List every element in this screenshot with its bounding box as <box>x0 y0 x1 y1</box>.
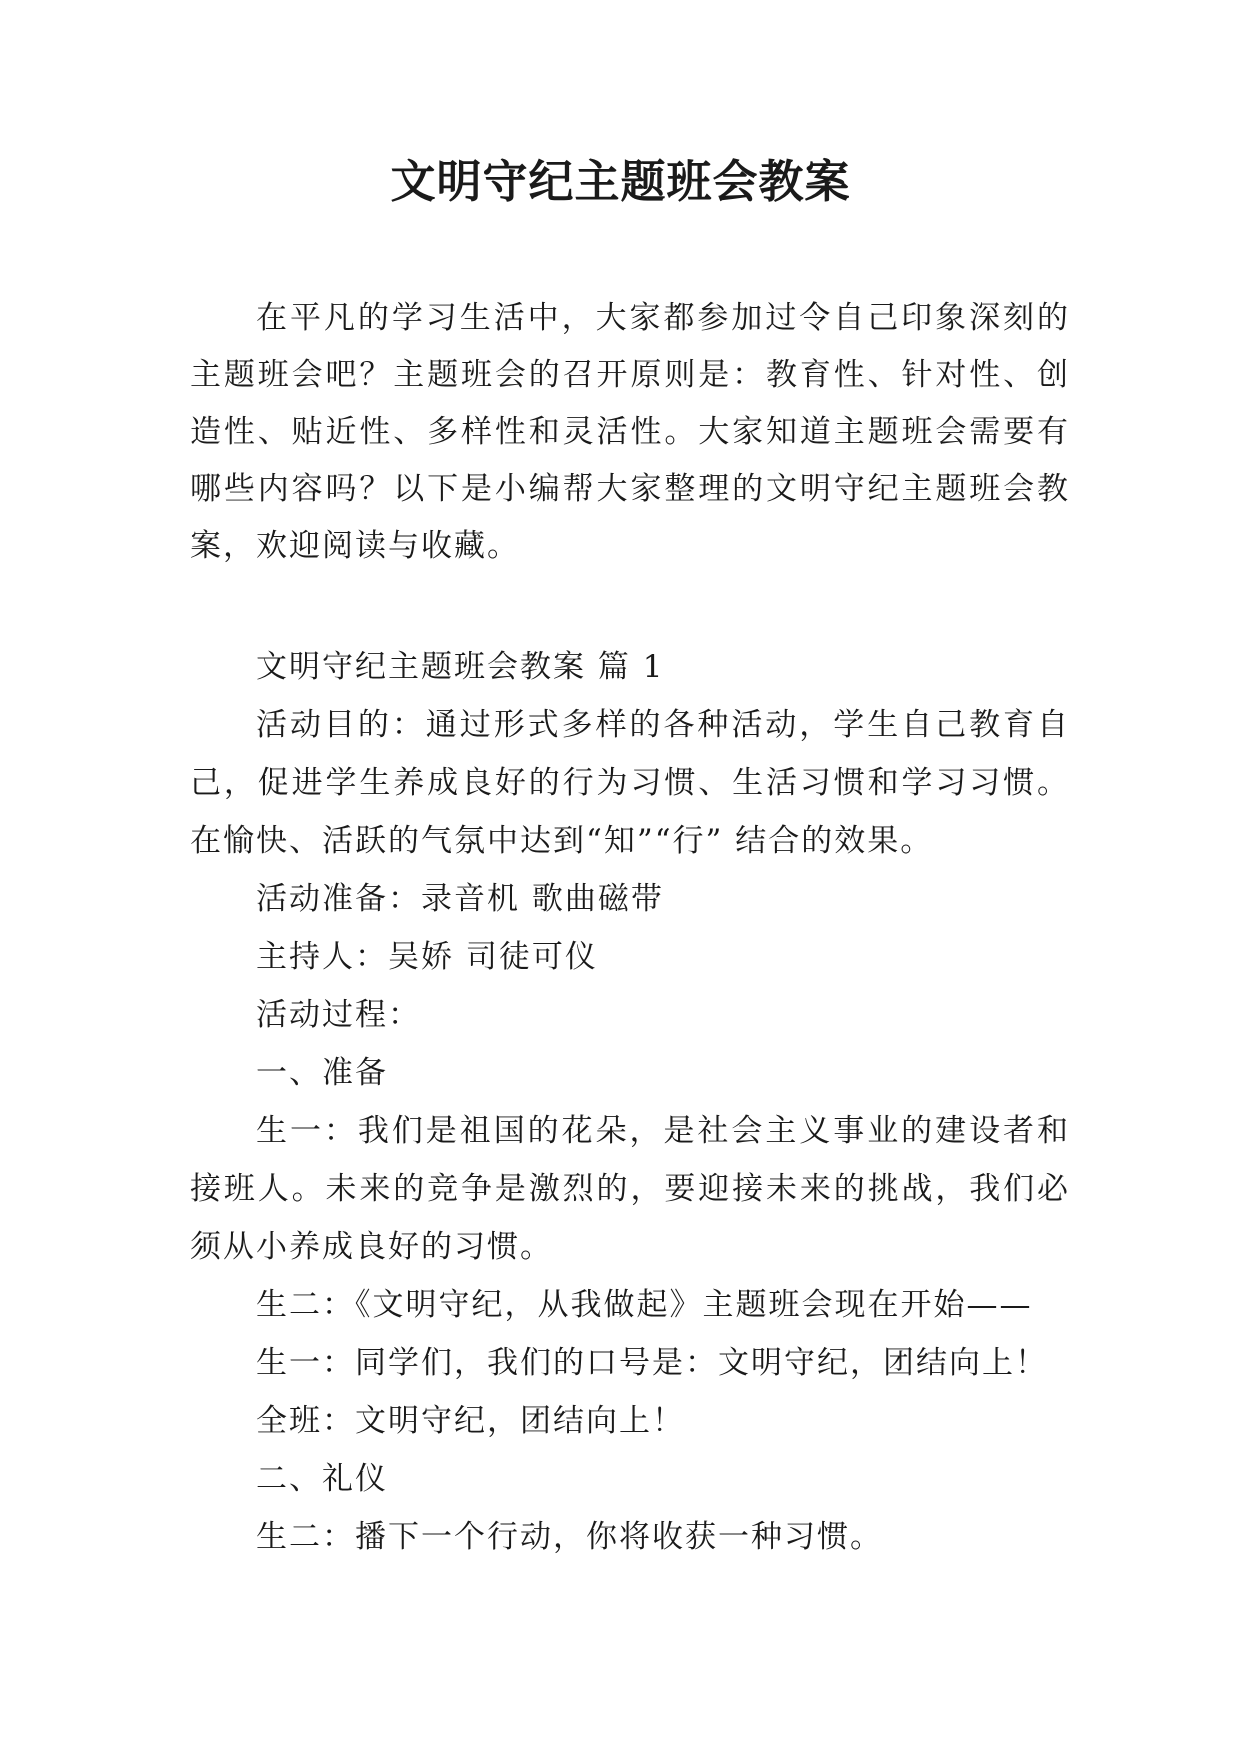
whole-class-paragraph: 全班：文明守纪，团结向上！ <box>256 1403 685 1439</box>
student-one-slogan-paragraph: 生一：同学们，我们的口号是：文明守纪，团结向上！ <box>256 1345 1048 1381</box>
part-one-heading: 一、准备 <box>256 1055 388 1091</box>
activity-preparation-paragraph: 活动准备：录音机 歌曲磁带 <box>256 881 664 917</box>
section-heading: 文明守纪主题班会教案 篇 1 <box>256 649 665 685</box>
intro-section <box>190 290 1070 575</box>
intro-paragraph: 在平凡的学习生活中，大家都参加过令自己印象深刻的主题班会吧？主题班会的召开原则是：教育性、针对性、创造性、贴近性、多样性和灵活性。大家知道主题班会需要有哪些内容吗？以下是小编帮大家整理的文明守纪主题班会教案，欢迎阅读与收藏。 <box>190 300 1070 564</box>
student-two-paragraph: 生二：《文明守纪，从我做起》主题班会现在开始—— <box>256 1287 1033 1323</box>
activity-purpose-paragraph: 活动目的：通过形式多样的各种活动，学生自己教育自己，促进学生养成良好的行为习惯、生活习惯和学习习惯。在愉快、活跃的气氛中达到“知”“行” 结合的效果。 <box>190 707 1070 859</box>
document-title: 文明守纪主题班会教案 <box>390 155 851 208</box>
lesson-plan-section <box>190 638 1070 1566</box>
host-paragraph: 主持人：吴娇 司徒可仪 <box>256 939 598 975</box>
student-two-action-paragraph: 生二：播下一个行动，你将收获一种习惯。 <box>256 1519 883 1555</box>
part-two-heading: 二、礼仪 <box>256 1461 388 1497</box>
student-one-paragraph: 生一：我们是祖国的花朵，是社会主义事业的建设者和接班人。未来的竞争是激烈的，要迎接未来的挑战，我们必须从小养成良好的习惯。 <box>190 1113 1070 1265</box>
activity-process-paragraph: 活动过程： <box>256 997 421 1033</box>
